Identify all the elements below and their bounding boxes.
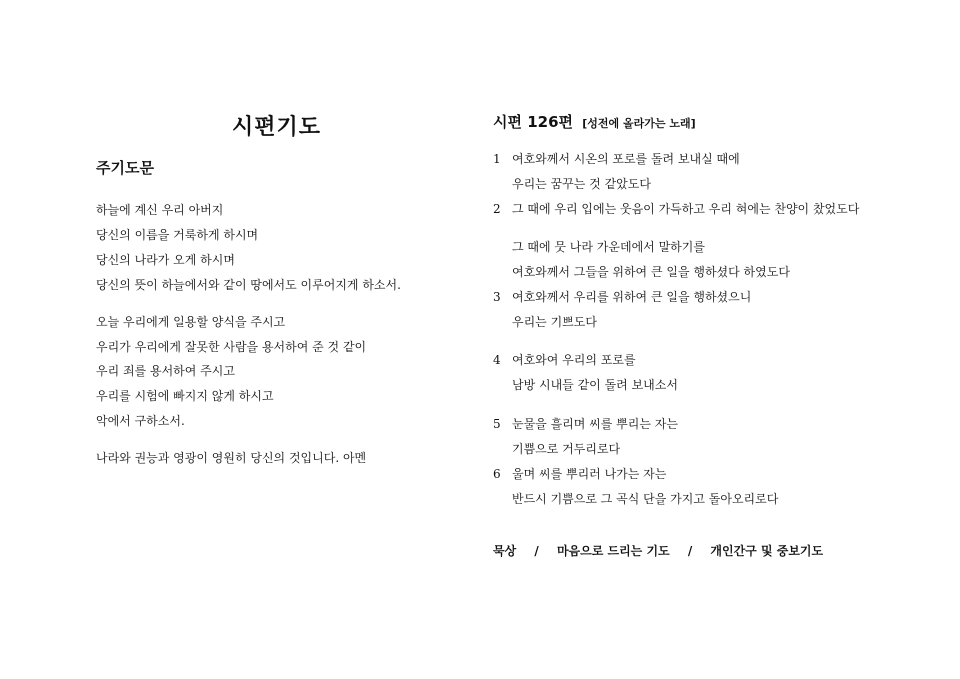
psalm-verse-line: 기쁨으로 거두리로다 <box>512 442 621 456</box>
heart-prayer-label: 마음으로 드리는 기도 <box>556 544 670 558</box>
psalm-verse-line: 그 때에 뭇 나라 가운데에서 말하기를 <box>512 240 705 254</box>
psalm-verse-line <box>493 417 678 431</box>
prayer-line: 우리를 시험에 빠지지 않게 하시고 <box>96 389 274 403</box>
prayer-line: 우리 죄를 용서하여 주시고 <box>96 364 235 378</box>
worship-order-line <box>493 542 823 559</box>
prayer-line: 악에서 구하소서. <box>96 414 185 428</box>
psalm-verse-line: 반드시 기쁨으로 그 곡식 단을 가지고 돌아오리로다 <box>512 492 779 506</box>
lords-prayer-title: 주기도문 <box>96 159 154 177</box>
prayer-line: 나라와 권능과 영광이 영원히 당신의 것입니다. 아멘 <box>96 451 367 465</box>
separator: / <box>687 544 693 558</box>
psalm-verse-line: 남방 시내들 같이 돌려 보내소서 <box>512 378 678 392</box>
psalm-verse-line <box>493 202 859 216</box>
separator: / <box>534 544 539 558</box>
verse-number: 6 <box>493 467 501 481</box>
meditation-label: 묵상 <box>493 544 517 558</box>
psalm-verse-line <box>493 353 636 367</box>
prayer-line: 당신의 나라가 오게 하시며 <box>96 253 235 267</box>
prayer-line: 당신의 뜻이 하늘에서와 같이 땅에서도 이루어지게 하소서. <box>96 278 401 292</box>
verse-number: 5 <box>493 417 501 431</box>
prayer-line: 하늘에 계신 우리 아버지 <box>96 203 224 217</box>
psalm-verse-line: 우리는 기쁘도다 <box>512 315 597 329</box>
psalm-verse-line <box>493 290 751 304</box>
verse-number: 2 <box>493 202 501 216</box>
psalm-verse-line <box>493 467 666 481</box>
verse-number: 1 <box>493 152 501 166</box>
page-title: 시편기도 <box>232 115 322 140</box>
verse-number: 4 <box>493 353 501 367</box>
verse-text: 여호와께서 우리를 위하여 큰 일을 행하셨으니 <box>512 290 752 304</box>
verse-text: 눈물을 흘리며 씨를 뿌리는 자는 <box>512 417 678 431</box>
verse-text: 여호와께서 시온의 포로를 돌려 보내실 때에 <box>512 152 740 166</box>
prayer-line: 우리가 우리에게 잘못한 사람을 용서하여 준 것 같이 <box>96 340 367 354</box>
intercession-label: 개인간구 및 중보기도 <box>710 544 824 558</box>
verse-number: 3 <box>493 290 501 304</box>
verse-text: 여호와여 우리의 포로를 <box>512 353 636 367</box>
psalm-verse-line: 우리는 꿈꾸는 것 같았도다 <box>512 177 651 191</box>
verse-text: 울며 씨를 뿌리러 나가는 자는 <box>512 467 667 481</box>
psalm-subtitle: [성전에 올라가는 노래] <box>582 117 696 130</box>
psalm-title: 시편 126편 <box>493 113 574 131</box>
verse-text: 그 때에 우리 입에는 웃음이 가득하고 우리 혀에는 찬양이 찼었도다 <box>512 202 860 216</box>
prayer-line: 당신의 이름을 거룩하게 하시며 <box>96 228 259 242</box>
psalm-verse-line <box>493 152 740 166</box>
psalm-verse-line: 여호와께서 그들을 위하여 큰 일을 행하셨다 하였도다 <box>512 265 790 279</box>
prayer-line: 오늘 우리에게 일용할 양식을 주시고 <box>96 315 286 329</box>
psalm-heading <box>493 111 696 132</box>
